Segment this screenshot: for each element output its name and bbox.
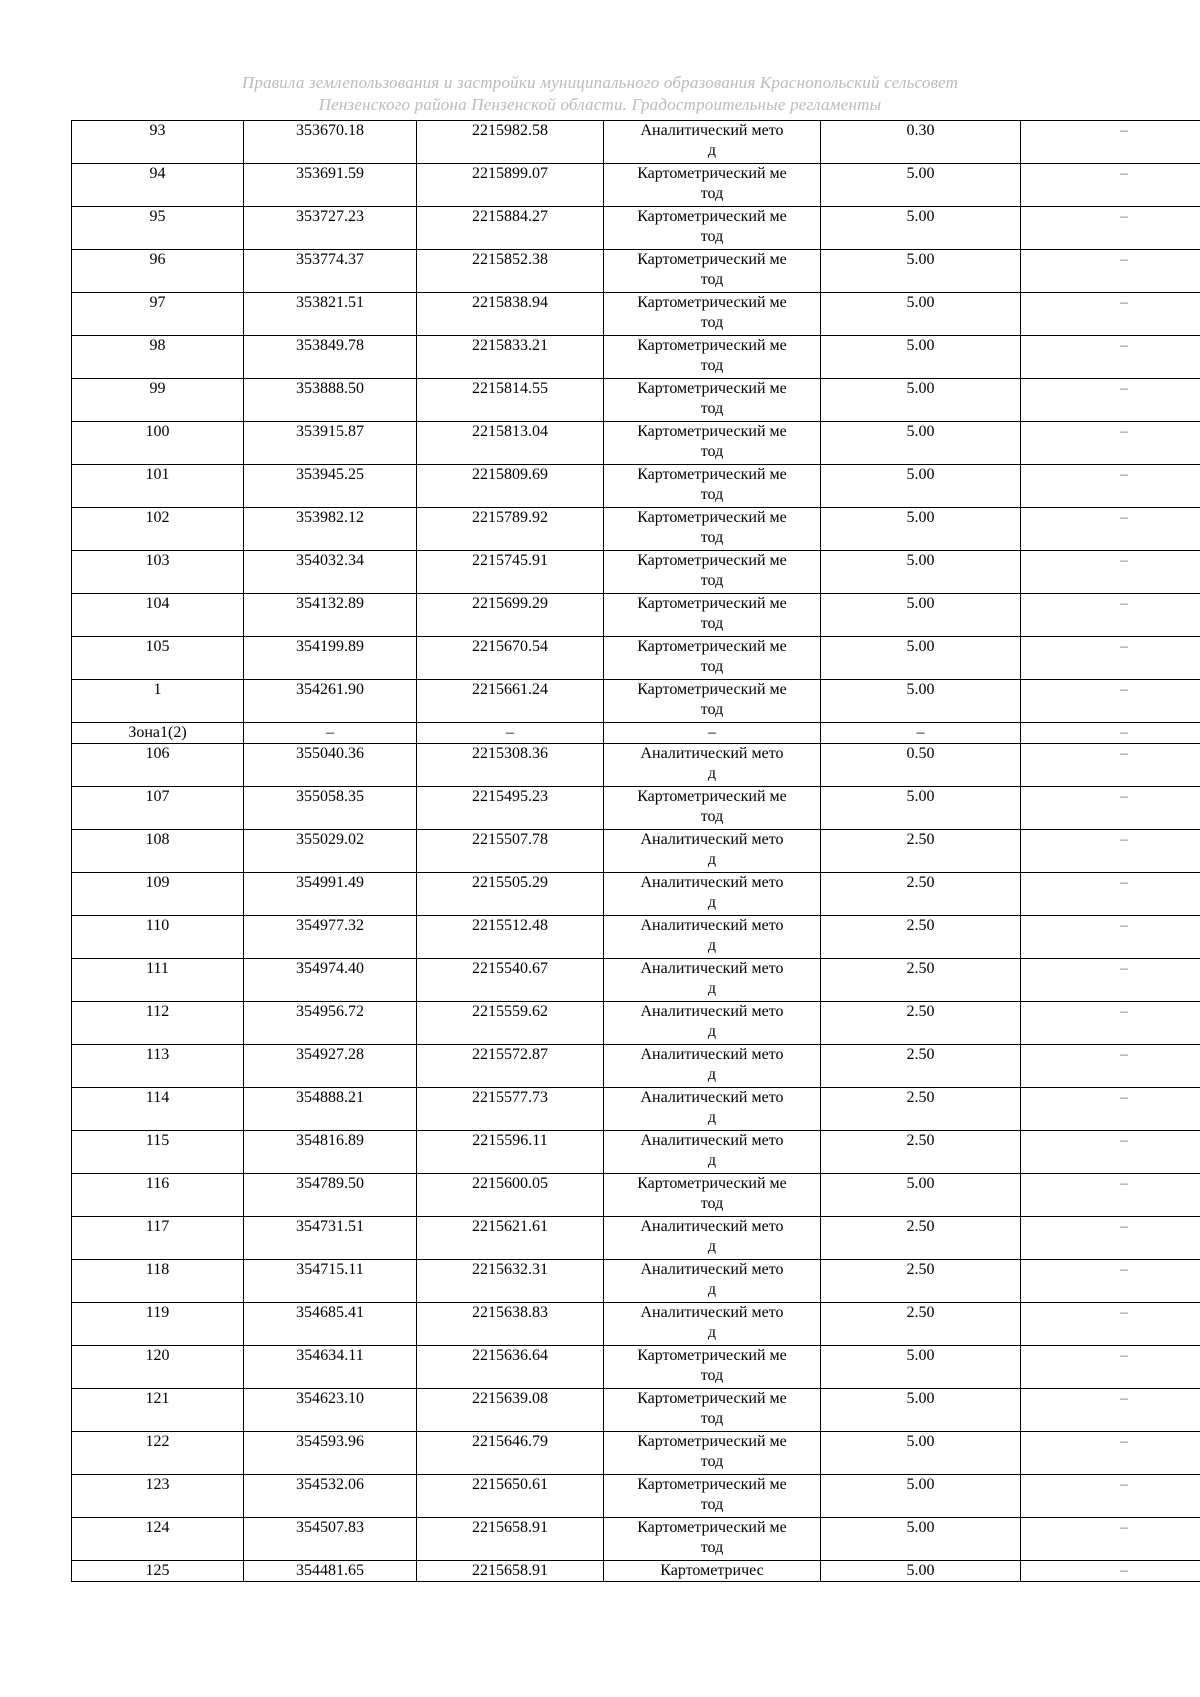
table-row — [72, 723, 1200, 744]
method-cell — [604, 1346, 821, 1389]
accuracy-cell: 2.50 — [821, 873, 1021, 916]
y-coordinate-cell: 2215505.29 — [417, 873, 604, 916]
accuracy-cell: 5.00 — [821, 422, 1021, 465]
y-coordinate-cell: – — [417, 723, 604, 744]
method-text: Картометрический метод — [637, 208, 787, 245]
table-row — [72, 1561, 1200, 1582]
x-coordinate-cell: 353915.87 — [244, 422, 417, 465]
description-cell: – — [1021, 1217, 1200, 1260]
x-coordinate-cell: 354634.11 — [244, 1346, 417, 1389]
accuracy-cell: 2.50 — [821, 959, 1021, 1002]
table-row — [72, 164, 1200, 207]
table-row — [72, 336, 1200, 379]
point-number-cell: 111 — [72, 959, 244, 1002]
description-cell: – — [1021, 164, 1200, 207]
point-number-cell: 107 — [72, 787, 244, 830]
accuracy-cell: 5.00 — [821, 1389, 1021, 1432]
point-number-cell: 98 — [72, 336, 244, 379]
accuracy-cell: 5.00 — [821, 379, 1021, 422]
table-row — [72, 1088, 1200, 1131]
method-cell — [604, 1432, 821, 1475]
method-cell — [604, 164, 821, 207]
y-coordinate-cell: 2215572.87 — [417, 1045, 604, 1088]
accuracy-cell: 5.00 — [821, 465, 1021, 508]
description-cell: – — [1021, 744, 1200, 787]
method-text: Картометрический метод — [637, 1476, 787, 1513]
method-text: Картометрический метод — [637, 380, 787, 417]
x-coordinate-cell: 353849.78 — [244, 336, 417, 379]
point-number-cell: 93 — [72, 121, 244, 164]
accuracy-cell: 2.50 — [821, 1217, 1021, 1260]
description-cell: – — [1021, 1303, 1200, 1346]
table-row — [72, 1346, 1200, 1389]
description-cell: – — [1021, 207, 1200, 250]
table-row — [72, 465, 1200, 508]
method-text: Аналитический метод — [640, 917, 784, 954]
point-number-cell: 114 — [72, 1088, 244, 1131]
method-cell — [604, 1475, 821, 1518]
y-coordinate-cell: 2215899.07 — [417, 164, 604, 207]
description-cell: – — [1021, 1389, 1200, 1432]
accuracy-cell: 2.50 — [821, 1260, 1021, 1303]
method-text: Аналитический метод — [640, 745, 784, 782]
point-number-cell: 120 — [72, 1346, 244, 1389]
method-cell — [604, 680, 821, 723]
method-cell — [604, 1088, 821, 1131]
description-cell: – — [1021, 1174, 1200, 1217]
accuracy-cell: 5.00 — [821, 293, 1021, 336]
x-coordinate-cell: 353982.12 — [244, 508, 417, 551]
y-coordinate-cell: 2215884.27 — [417, 207, 604, 250]
method-text: Картометрический метод — [637, 681, 787, 718]
point-number-cell: 101 — [72, 465, 244, 508]
method-cell — [604, 336, 821, 379]
y-coordinate-cell: 2215745.91 — [417, 551, 604, 594]
x-coordinate-cell: 354261.90 — [244, 680, 417, 723]
description-cell: – — [1021, 1260, 1200, 1303]
table-row — [72, 1131, 1200, 1174]
point-number-cell: 113 — [72, 1045, 244, 1088]
coordinates-table-body — [72, 121, 1200, 1582]
y-coordinate-cell: 2215639.08 — [417, 1389, 604, 1432]
method-cell — [604, 873, 821, 916]
description-cell: – — [1021, 250, 1200, 293]
method-cell — [604, 1561, 821, 1582]
point-number-cell: 125 — [72, 1561, 244, 1582]
method-text: Аналитический метод — [640, 122, 784, 159]
y-coordinate-cell: 2215495.23 — [417, 787, 604, 830]
method-text: Аналитический метод — [640, 1132, 784, 1169]
header-line-2: Пензенского района Пензенской области. Градостроительные регламенты — [318, 95, 882, 114]
table-row — [72, 1475, 1200, 1518]
method-cell — [604, 787, 821, 830]
method-cell — [604, 293, 821, 336]
table-row — [72, 293, 1200, 336]
table-row — [72, 551, 1200, 594]
method-text: Аналитический метод — [640, 960, 784, 997]
table-row — [72, 744, 1200, 787]
point-number-cell: 123 — [72, 1475, 244, 1518]
accuracy-cell: 2.50 — [821, 916, 1021, 959]
y-coordinate-cell: 2215540.67 — [417, 959, 604, 1002]
method-cell — [604, 959, 821, 1002]
method-text: Картометричес — [660, 1562, 764, 1579]
table-row — [72, 916, 1200, 959]
point-number-cell: 110 — [72, 916, 244, 959]
method-text: Картометрический метод — [637, 1347, 787, 1384]
method-text: Аналитический метод — [640, 831, 784, 868]
y-coordinate-cell: 2215658.91 — [417, 1518, 604, 1561]
method-cell — [604, 1174, 821, 1217]
y-coordinate-cell: 2215814.55 — [417, 379, 604, 422]
y-coordinate-cell: 2215507.78 — [417, 830, 604, 873]
accuracy-cell: 2.50 — [821, 1045, 1021, 1088]
y-coordinate-cell: 2215982.58 — [417, 121, 604, 164]
method-text: Картометрический метод — [637, 1390, 787, 1427]
accuracy-cell: 2.50 — [821, 1002, 1021, 1045]
y-coordinate-cell: 2215838.94 — [417, 293, 604, 336]
description-cell: – — [1021, 1432, 1200, 1475]
x-coordinate-cell: 354789.50 — [244, 1174, 417, 1217]
method-text: Картометрический метод — [637, 595, 787, 632]
method-cell — [604, 207, 821, 250]
table-row — [72, 207, 1200, 250]
method-text: Картометрический метод — [637, 638, 787, 675]
x-coordinate-cell: 353727.23 — [244, 207, 417, 250]
method-cell — [604, 744, 821, 787]
description-cell: – — [1021, 1002, 1200, 1045]
method-text: Аналитический метод — [640, 1046, 784, 1083]
table-row — [72, 1518, 1200, 1561]
accuracy-cell: 5.00 — [821, 164, 1021, 207]
x-coordinate-cell: 354977.32 — [244, 916, 417, 959]
method-text: Картометрический метод — [637, 165, 787, 202]
y-coordinate-cell: 2215512.48 — [417, 916, 604, 959]
method-cell — [604, 250, 821, 293]
table-row — [72, 873, 1200, 916]
description-cell: – — [1021, 379, 1200, 422]
description-cell: – — [1021, 723, 1200, 744]
method-text: Картометрический метод — [637, 1519, 787, 1556]
point-number-cell: 115 — [72, 1131, 244, 1174]
accuracy-cell: 2.50 — [821, 1131, 1021, 1174]
accuracy-cell: 5.00 — [821, 637, 1021, 680]
point-number-cell: 1 — [72, 680, 244, 723]
method-cell — [604, 1045, 821, 1088]
method-text: Картометрический метод — [637, 466, 787, 503]
x-coordinate-cell: 354991.49 — [244, 873, 417, 916]
method-cell — [604, 1518, 821, 1561]
x-coordinate-cell: – — [244, 723, 417, 744]
point-number-cell: 118 — [72, 1260, 244, 1303]
y-coordinate-cell: 2215577.73 — [417, 1088, 604, 1131]
point-number-cell: 96 — [72, 250, 244, 293]
y-coordinate-cell: 2215650.61 — [417, 1475, 604, 1518]
method-text: Картометрический метод — [637, 423, 787, 460]
table-row — [72, 1045, 1200, 1088]
accuracy-cell: 5.00 — [821, 250, 1021, 293]
description-cell: – — [1021, 1088, 1200, 1131]
point-number-cell: 97 — [72, 293, 244, 336]
method-cell — [604, 551, 821, 594]
method-text: Аналитический метод — [640, 874, 784, 911]
method-cell — [604, 465, 821, 508]
point-number-cell: 109 — [72, 873, 244, 916]
accuracy-cell: 5.00 — [821, 1518, 1021, 1561]
x-coordinate-cell: 353774.37 — [244, 250, 417, 293]
method-text: – — [708, 724, 716, 741]
method-cell — [604, 422, 821, 465]
method-cell — [604, 1131, 821, 1174]
accuracy-cell: 5.00 — [821, 336, 1021, 379]
description-cell: – — [1021, 830, 1200, 873]
x-coordinate-cell: 354199.89 — [244, 637, 417, 680]
accuracy-cell: 5.00 — [821, 1561, 1021, 1582]
method-cell — [604, 379, 821, 422]
method-text: Аналитический метод — [640, 1304, 784, 1341]
x-coordinate-cell: 355029.02 — [244, 830, 417, 873]
point-number-cell: 102 — [72, 508, 244, 551]
accuracy-cell: 5.00 — [821, 508, 1021, 551]
x-coordinate-cell: 355040.36 — [244, 744, 417, 787]
description-cell: – — [1021, 1561, 1200, 1582]
method-cell — [604, 594, 821, 637]
x-coordinate-cell: 354507.83 — [244, 1518, 417, 1561]
accuracy-cell: 0.30 — [821, 121, 1021, 164]
point-number-cell: 106 — [72, 744, 244, 787]
accuracy-cell: – — [821, 723, 1021, 744]
point-number-cell: 121 — [72, 1389, 244, 1432]
table-row — [72, 1174, 1200, 1217]
description-cell: – — [1021, 787, 1200, 830]
accuracy-cell: 2.50 — [821, 1088, 1021, 1131]
table-row — [72, 1303, 1200, 1346]
table-row — [72, 787, 1200, 830]
point-number-cell: 103 — [72, 551, 244, 594]
accuracy-cell: 5.00 — [821, 680, 1021, 723]
y-coordinate-cell: 2215789.92 — [417, 508, 604, 551]
point-number-cell: 116 — [72, 1174, 244, 1217]
accuracy-cell: 2.50 — [821, 830, 1021, 873]
description-cell: – — [1021, 551, 1200, 594]
point-number-cell: 100 — [72, 422, 244, 465]
table-row — [72, 594, 1200, 637]
point-number-cell: 105 — [72, 637, 244, 680]
method-cell — [604, 1217, 821, 1260]
description-cell: – — [1021, 508, 1200, 551]
description-cell: – — [1021, 1045, 1200, 1088]
y-coordinate-cell: 2215596.11 — [417, 1131, 604, 1174]
table-row — [72, 1260, 1200, 1303]
description-cell: – — [1021, 916, 1200, 959]
method-cell — [604, 1260, 821, 1303]
description-cell: – — [1021, 1131, 1200, 1174]
method-text: Картометрический метод — [637, 552, 787, 589]
x-coordinate-cell: 354481.65 — [244, 1561, 417, 1582]
x-coordinate-cell: 353888.50 — [244, 379, 417, 422]
description-cell: – — [1021, 465, 1200, 508]
table-row — [72, 959, 1200, 1002]
table-row — [72, 379, 1200, 422]
x-coordinate-cell: 354956.72 — [244, 1002, 417, 1045]
x-coordinate-cell: 354715.11 — [244, 1260, 417, 1303]
x-coordinate-cell: 354888.21 — [244, 1088, 417, 1131]
point-number-cell: 94 — [72, 164, 244, 207]
x-coordinate-cell: 354532.06 — [244, 1475, 417, 1518]
y-coordinate-cell: 2215661.24 — [417, 680, 604, 723]
coordinates-table — [71, 120, 1200, 1582]
description-cell: – — [1021, 422, 1200, 465]
description-cell: – — [1021, 1346, 1200, 1389]
description-cell: – — [1021, 594, 1200, 637]
point-number-cell: 119 — [72, 1303, 244, 1346]
y-coordinate-cell: 2215632.31 — [417, 1260, 604, 1303]
table-row — [72, 830, 1200, 873]
accuracy-cell: 5.00 — [821, 594, 1021, 637]
table-row — [72, 508, 1200, 551]
description-cell: – — [1021, 336, 1200, 379]
x-coordinate-cell: 353691.59 — [244, 164, 417, 207]
x-coordinate-cell: 355058.35 — [244, 787, 417, 830]
y-coordinate-cell: 2215658.91 — [417, 1561, 604, 1582]
point-number-cell: Зона1(2) — [72, 723, 244, 744]
y-coordinate-cell: 2215813.04 — [417, 422, 604, 465]
description-cell: – — [1021, 680, 1200, 723]
y-coordinate-cell: 2215852.38 — [417, 250, 604, 293]
method-text: Картометрический метод — [637, 337, 787, 374]
description-cell: – — [1021, 959, 1200, 1002]
y-coordinate-cell: 2215670.54 — [417, 637, 604, 680]
x-coordinate-cell: 354593.96 — [244, 1432, 417, 1475]
y-coordinate-cell: 2215308.36 — [417, 744, 604, 787]
method-text: Картометрический метод — [637, 788, 787, 825]
point-number-cell: 95 — [72, 207, 244, 250]
table-row — [72, 680, 1200, 723]
x-coordinate-cell: 354623.10 — [244, 1389, 417, 1432]
method-cell — [604, 916, 821, 959]
description-cell: – — [1021, 1518, 1200, 1561]
x-coordinate-cell: 354974.40 — [244, 959, 417, 1002]
method-cell — [604, 830, 821, 873]
point-number-cell: 104 — [72, 594, 244, 637]
description-cell: – — [1021, 1475, 1200, 1518]
method-cell — [604, 508, 821, 551]
x-coordinate-cell: 354816.89 — [244, 1131, 417, 1174]
header-line-1: Правила землепользования и застройки муниципального образования Краснопольский сельсовет — [241, 73, 959, 92]
y-coordinate-cell: 2215699.29 — [417, 594, 604, 637]
y-coordinate-cell: 2215600.05 — [417, 1174, 604, 1217]
table-row — [72, 1432, 1200, 1475]
accuracy-cell: 5.00 — [821, 1475, 1021, 1518]
table-row — [72, 1217, 1200, 1260]
y-coordinate-cell: 2215559.62 — [417, 1002, 604, 1045]
table-row — [72, 1389, 1200, 1432]
method-text: Картометрический метод — [637, 294, 787, 331]
table-row — [72, 422, 1200, 465]
method-text: Аналитический метод — [640, 1089, 784, 1126]
table-row — [72, 1002, 1200, 1045]
accuracy-cell: 0.50 — [821, 744, 1021, 787]
description-cell: – — [1021, 121, 1200, 164]
x-coordinate-cell: 353945.25 — [244, 465, 417, 508]
point-number-cell: 124 — [72, 1518, 244, 1561]
table-row — [72, 250, 1200, 293]
point-number-cell: 108 — [72, 830, 244, 873]
accuracy-cell: 5.00 — [821, 787, 1021, 830]
y-coordinate-cell: 2215646.79 — [417, 1432, 604, 1475]
x-coordinate-cell: 354132.89 — [244, 594, 417, 637]
method-text: Картометрический метод — [637, 1433, 787, 1470]
point-number-cell: 112 — [72, 1002, 244, 1045]
y-coordinate-cell: 2215833.21 — [417, 336, 604, 379]
method-cell — [604, 121, 821, 164]
accuracy-cell: 5.00 — [821, 551, 1021, 594]
method-cell — [604, 1389, 821, 1432]
y-coordinate-cell: 2215809.69 — [417, 465, 604, 508]
point-number-cell: 122 — [72, 1432, 244, 1475]
y-coordinate-cell: 2215638.83 — [417, 1303, 604, 1346]
method-cell — [604, 1002, 821, 1045]
x-coordinate-cell: 354032.34 — [244, 551, 417, 594]
x-coordinate-cell: 354927.28 — [244, 1045, 417, 1088]
method-cell — [604, 637, 821, 680]
method-text: Картометрический метод — [637, 1175, 787, 1212]
point-number-cell: 117 — [72, 1217, 244, 1260]
table-row — [72, 121, 1200, 164]
method-text: Аналитический метод — [640, 1261, 784, 1298]
accuracy-cell: 2.50 — [821, 1303, 1021, 1346]
description-cell: – — [1021, 293, 1200, 336]
accuracy-cell: 5.00 — [821, 1346, 1021, 1389]
x-coordinate-cell: 353821.51 — [244, 293, 417, 336]
y-coordinate-cell: 2215621.61 — [417, 1217, 604, 1260]
table-row — [72, 637, 1200, 680]
accuracy-cell: 5.00 — [821, 1174, 1021, 1217]
method-text: Аналитический метод — [640, 1003, 784, 1040]
method-text: Картометрический метод — [637, 509, 787, 546]
x-coordinate-cell: 353670.18 — [244, 121, 417, 164]
method-text: Аналитический метод — [640, 1218, 784, 1255]
method-cell — [604, 723, 821, 744]
y-coordinate-cell: 2215636.64 — [417, 1346, 604, 1389]
accuracy-cell: 5.00 — [821, 207, 1021, 250]
x-coordinate-cell: 354731.51 — [244, 1217, 417, 1260]
method-text: Картометрический метод — [637, 251, 787, 288]
method-cell — [604, 1303, 821, 1346]
description-cell: – — [1021, 637, 1200, 680]
accuracy-cell: 5.00 — [821, 1432, 1021, 1475]
page-header — [0, 72, 1200, 116]
description-cell: – — [1021, 873, 1200, 916]
x-coordinate-cell: 354685.41 — [244, 1303, 417, 1346]
point-number-cell: 99 — [72, 379, 244, 422]
